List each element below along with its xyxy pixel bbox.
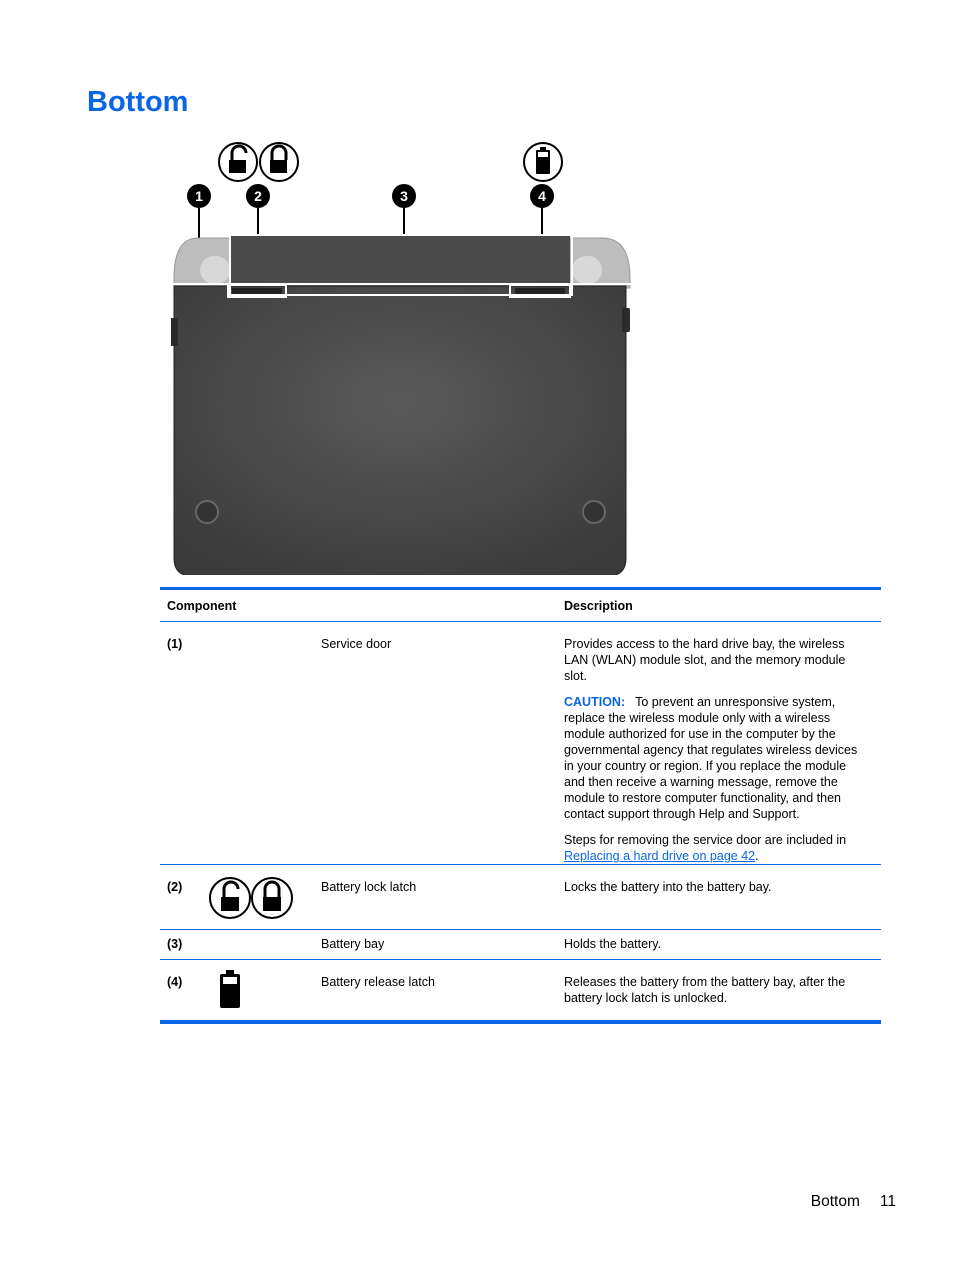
table-row <box>160 959 881 1020</box>
laptop-bottom-illustration <box>160 138 640 583</box>
lock-icon <box>252 878 292 918</box>
callout-3 <box>392 184 416 235</box>
steps-paragraph <box>564 832 870 864</box>
component-description: Locks the battery into the battery bay. <box>564 880 772 894</box>
row-number: (3) <box>167 937 183 951</box>
svg-text:3: 3 <box>400 188 408 204</box>
replacing-hard-drive-link[interactable]: Replacing a hard drive on page 42 <box>564 849 756 863</box>
component-name: Battery bay <box>321 937 385 951</box>
lock-unlock-icons <box>208 875 296 925</box>
unlock-icon <box>210 878 250 918</box>
component-name: Service door <box>321 637 392 651</box>
component-name: Battery lock latch <box>321 880 417 894</box>
description-paragraph: Provides access to the hard drive bay, the wireless LAN (WLAN) module slot, and the memory module slot. <box>564 637 846 683</box>
components-table <box>160 587 881 1024</box>
component-name: Battery release latch <box>321 975 435 989</box>
page-footer <box>811 1193 896 1211</box>
laptop-bottom-figure <box>160 138 640 583</box>
component-description <box>564 636 870 874</box>
caution-label: CAUTION: <box>564 695 626 709</box>
page-number: 11 <box>879 1193 896 1210</box>
laptop-body <box>170 236 630 576</box>
row-number: (2) <box>167 880 183 894</box>
steps-end: . <box>755 849 759 863</box>
table-header-row <box>160 590 881 621</box>
figure-unlock-icon <box>219 143 257 181</box>
component-description: Releases the battery from the battery bay, after the battery lock latch is unlocked. <box>564 975 846 1005</box>
footer-section: Bottom <box>810 1193 860 1210</box>
table-row <box>160 621 881 864</box>
caution-paragraph <box>564 694 870 822</box>
row-number: (4) <box>167 975 183 989</box>
svg-text:1: 1 <box>195 188 203 204</box>
svg-text:4: 4 <box>538 188 546 204</box>
table-row <box>160 864 881 929</box>
figure-battery-icon <box>524 143 562 181</box>
header-description: Description <box>564 599 633 613</box>
svg-text:2: 2 <box>254 188 262 204</box>
steps-text: Steps for removing the service door are included in <box>564 833 847 847</box>
battery-icon <box>218 970 242 1014</box>
header-component: Component <box>167 599 237 613</box>
page-title: Bottom <box>87 86 189 118</box>
row-number: (1) <box>167 637 183 651</box>
component-description: Holds the battery. <box>564 937 662 951</box>
figure-lock-icon <box>260 143 298 181</box>
caution-text: To prevent an unresponsive system, replace the wireless module only with a wireless module authorized for use in the computer by the governmental agency that regulates wireless devices in your country or region. If you replace the module and then receive a warning message, remove the module to restore computer functionality, and then contact support through Help and Support. <box>564 695 858 821</box>
table-row <box>160 929 881 959</box>
